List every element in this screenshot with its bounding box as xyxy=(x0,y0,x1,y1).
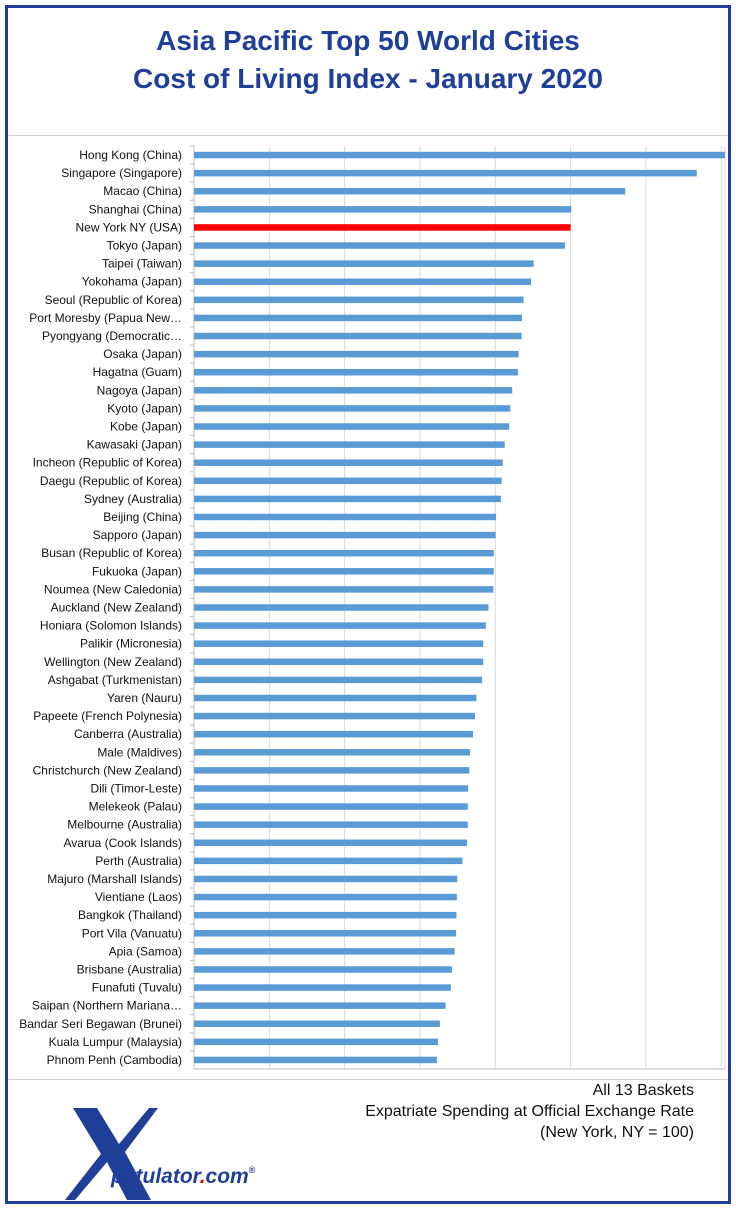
y-tick-label: Kuala Lumpur (Malaysia) xyxy=(48,1034,182,1049)
bar xyxy=(194,278,531,285)
bar xyxy=(194,713,475,720)
y-tick-label: Kobe (Japan) xyxy=(109,419,182,434)
y-tick-label: Daegu (Republic of Korea) xyxy=(39,473,182,488)
bar xyxy=(194,840,467,847)
y-tick-label: Fukuoka (Japan) xyxy=(91,564,182,579)
y-tick-label: Sapporo (Japan) xyxy=(92,528,182,543)
y-tick-label: Bangkok (Thailand) xyxy=(77,908,182,923)
bar xyxy=(194,297,524,304)
bar xyxy=(194,1039,438,1046)
y-tick-label: Christchurch (New Zealand) xyxy=(32,763,182,778)
bar xyxy=(194,659,483,666)
bar xyxy=(194,1002,446,1009)
bar xyxy=(194,1021,440,1028)
y-tick-label: New York NY (USA) xyxy=(75,220,182,235)
y-tick-label: Taipei (Taiwan) xyxy=(101,256,182,271)
y-tick-label: Port Moresby (Papua New… xyxy=(29,310,182,325)
bar xyxy=(194,496,501,503)
y-tick-label: Male (Maldives) xyxy=(97,745,182,760)
bar xyxy=(194,1057,437,1064)
bar xyxy=(194,532,496,539)
y-tick-label: Busan (Republic of Korea) xyxy=(41,546,182,561)
y-tick-label: Papeete (French Polynesia) xyxy=(33,709,182,724)
y-tick-label: Osaka (Japan) xyxy=(103,347,182,362)
y-tick-label: Bandar Seri Begawan (Brunei) xyxy=(19,1016,182,1031)
bar xyxy=(194,586,493,593)
bar xyxy=(194,351,519,358)
bar xyxy=(194,821,468,828)
bar xyxy=(194,677,482,684)
bar xyxy=(194,387,512,394)
bar xyxy=(194,170,697,177)
y-tick-label: Funafuti (Tuvalu) xyxy=(91,980,182,995)
bar xyxy=(194,912,456,919)
y-tick-label: Seoul (Republic of Korea) xyxy=(44,292,182,307)
bar xyxy=(194,785,468,792)
bar xyxy=(194,441,505,448)
y-tick-label: Majuro (Marshall Islands) xyxy=(47,871,182,886)
y-tick-label: Port Vila (Vanuatu) xyxy=(81,926,182,941)
bar xyxy=(194,731,473,738)
footnote-line-2: Expatriate Spending at Official Exchange Rate xyxy=(365,1103,694,1120)
y-tick-label: Shanghai (China) xyxy=(88,202,182,217)
y-tick-label: Apia (Samoa) xyxy=(108,944,182,959)
bar xyxy=(194,459,503,466)
y-tick-label: Vientiane (Laos) xyxy=(94,890,182,905)
bar xyxy=(194,242,565,249)
bar xyxy=(194,604,488,611)
logo-text-dot: . xyxy=(199,1165,206,1188)
bar xyxy=(194,749,470,756)
bar xyxy=(194,767,469,774)
y-tick-label: Noumea (New Caledonia) xyxy=(43,582,182,597)
bar xyxy=(194,315,522,322)
registered-mark: ® xyxy=(248,1165,256,1175)
y-tick-label: Incheon (Republic of Korea) xyxy=(32,455,182,470)
bar xyxy=(194,423,509,430)
bar xyxy=(194,478,502,485)
y-tick-label: Brisbane (Australia) xyxy=(76,962,182,977)
bar xyxy=(194,260,534,267)
y-tick-label: Yaren (Nauru) xyxy=(106,690,182,705)
y-tick-label: Auckland (New Zealand) xyxy=(50,600,182,615)
title-line-1: Asia Pacific Top 50 World Cities xyxy=(156,25,580,56)
logo-text-main: patulator xyxy=(111,1165,200,1188)
bar xyxy=(194,930,456,937)
y-tick-label: Avarua (Cook Islands) xyxy=(63,835,182,850)
y-tick-label: Palikir (Micronesia) xyxy=(79,636,182,651)
y-tick-label: Nagoya (Japan) xyxy=(96,383,182,398)
y-tick-label: Melekeok (Palau) xyxy=(88,799,182,814)
y-tick-label: Kawasaki (Japan) xyxy=(86,437,182,452)
y-tick-label: Pyongyang (Democratic… xyxy=(41,329,182,344)
bar xyxy=(194,514,496,521)
bar xyxy=(194,966,452,973)
bar xyxy=(194,622,486,629)
bar xyxy=(194,152,725,159)
bar-highlight xyxy=(194,224,571,231)
bar xyxy=(194,858,463,865)
y-tick-label: Canberra (Australia) xyxy=(73,727,182,742)
bar xyxy=(194,568,494,575)
y-tick-label: Saipan (Northern Mariana… xyxy=(31,998,182,1013)
y-tick-label: Phnom Penh (Cambodia) xyxy=(46,1052,182,1067)
logo-text-tld: com xyxy=(205,1165,249,1188)
bar xyxy=(194,188,625,195)
y-tick-label: Perth (Australia) xyxy=(95,853,182,868)
bar xyxy=(194,333,522,340)
y-tick-label: Hagatna (Guam) xyxy=(92,365,182,380)
bar xyxy=(194,894,457,901)
y-tick-label: Wellington (New Zealand) xyxy=(44,654,182,669)
bar xyxy=(194,695,476,702)
y-tick-label: Singapore (Singapore) xyxy=(61,166,182,181)
bar xyxy=(194,876,457,883)
y-tick-label: Macao (China) xyxy=(103,184,182,199)
title-line-2: Cost of Living Index - January 2020 xyxy=(133,63,603,94)
y-tick-label: Melbourne (Australia) xyxy=(67,817,182,832)
bar xyxy=(194,405,510,412)
y-tick-label: Dili (Timor-Leste) xyxy=(90,781,182,796)
y-tick-label: Sydney (Australia) xyxy=(83,491,182,506)
bar xyxy=(194,369,518,376)
y-tick-label: Tokyo (Japan) xyxy=(106,238,182,253)
y-tick-label: Beijing (China) xyxy=(103,510,182,525)
bar xyxy=(194,948,455,955)
bar xyxy=(194,550,494,557)
footnote-line-1: All 13 Baskets xyxy=(592,1082,694,1099)
bar xyxy=(194,640,483,647)
y-tick-label: Hong Kong (China) xyxy=(79,148,182,163)
y-tick-label: Ashgabat (Turkmenistan) xyxy=(47,672,182,687)
bar xyxy=(194,984,451,991)
bar xyxy=(194,206,571,213)
bar xyxy=(194,803,468,810)
y-tick-label: Honiara (Solomon Islands) xyxy=(39,618,182,633)
y-tick-label: Yokohama (Japan) xyxy=(81,274,182,289)
footnote-line-3: (New York, NY = 100) xyxy=(539,1124,694,1141)
y-tick-label: Kyoto (Japan) xyxy=(107,401,182,416)
